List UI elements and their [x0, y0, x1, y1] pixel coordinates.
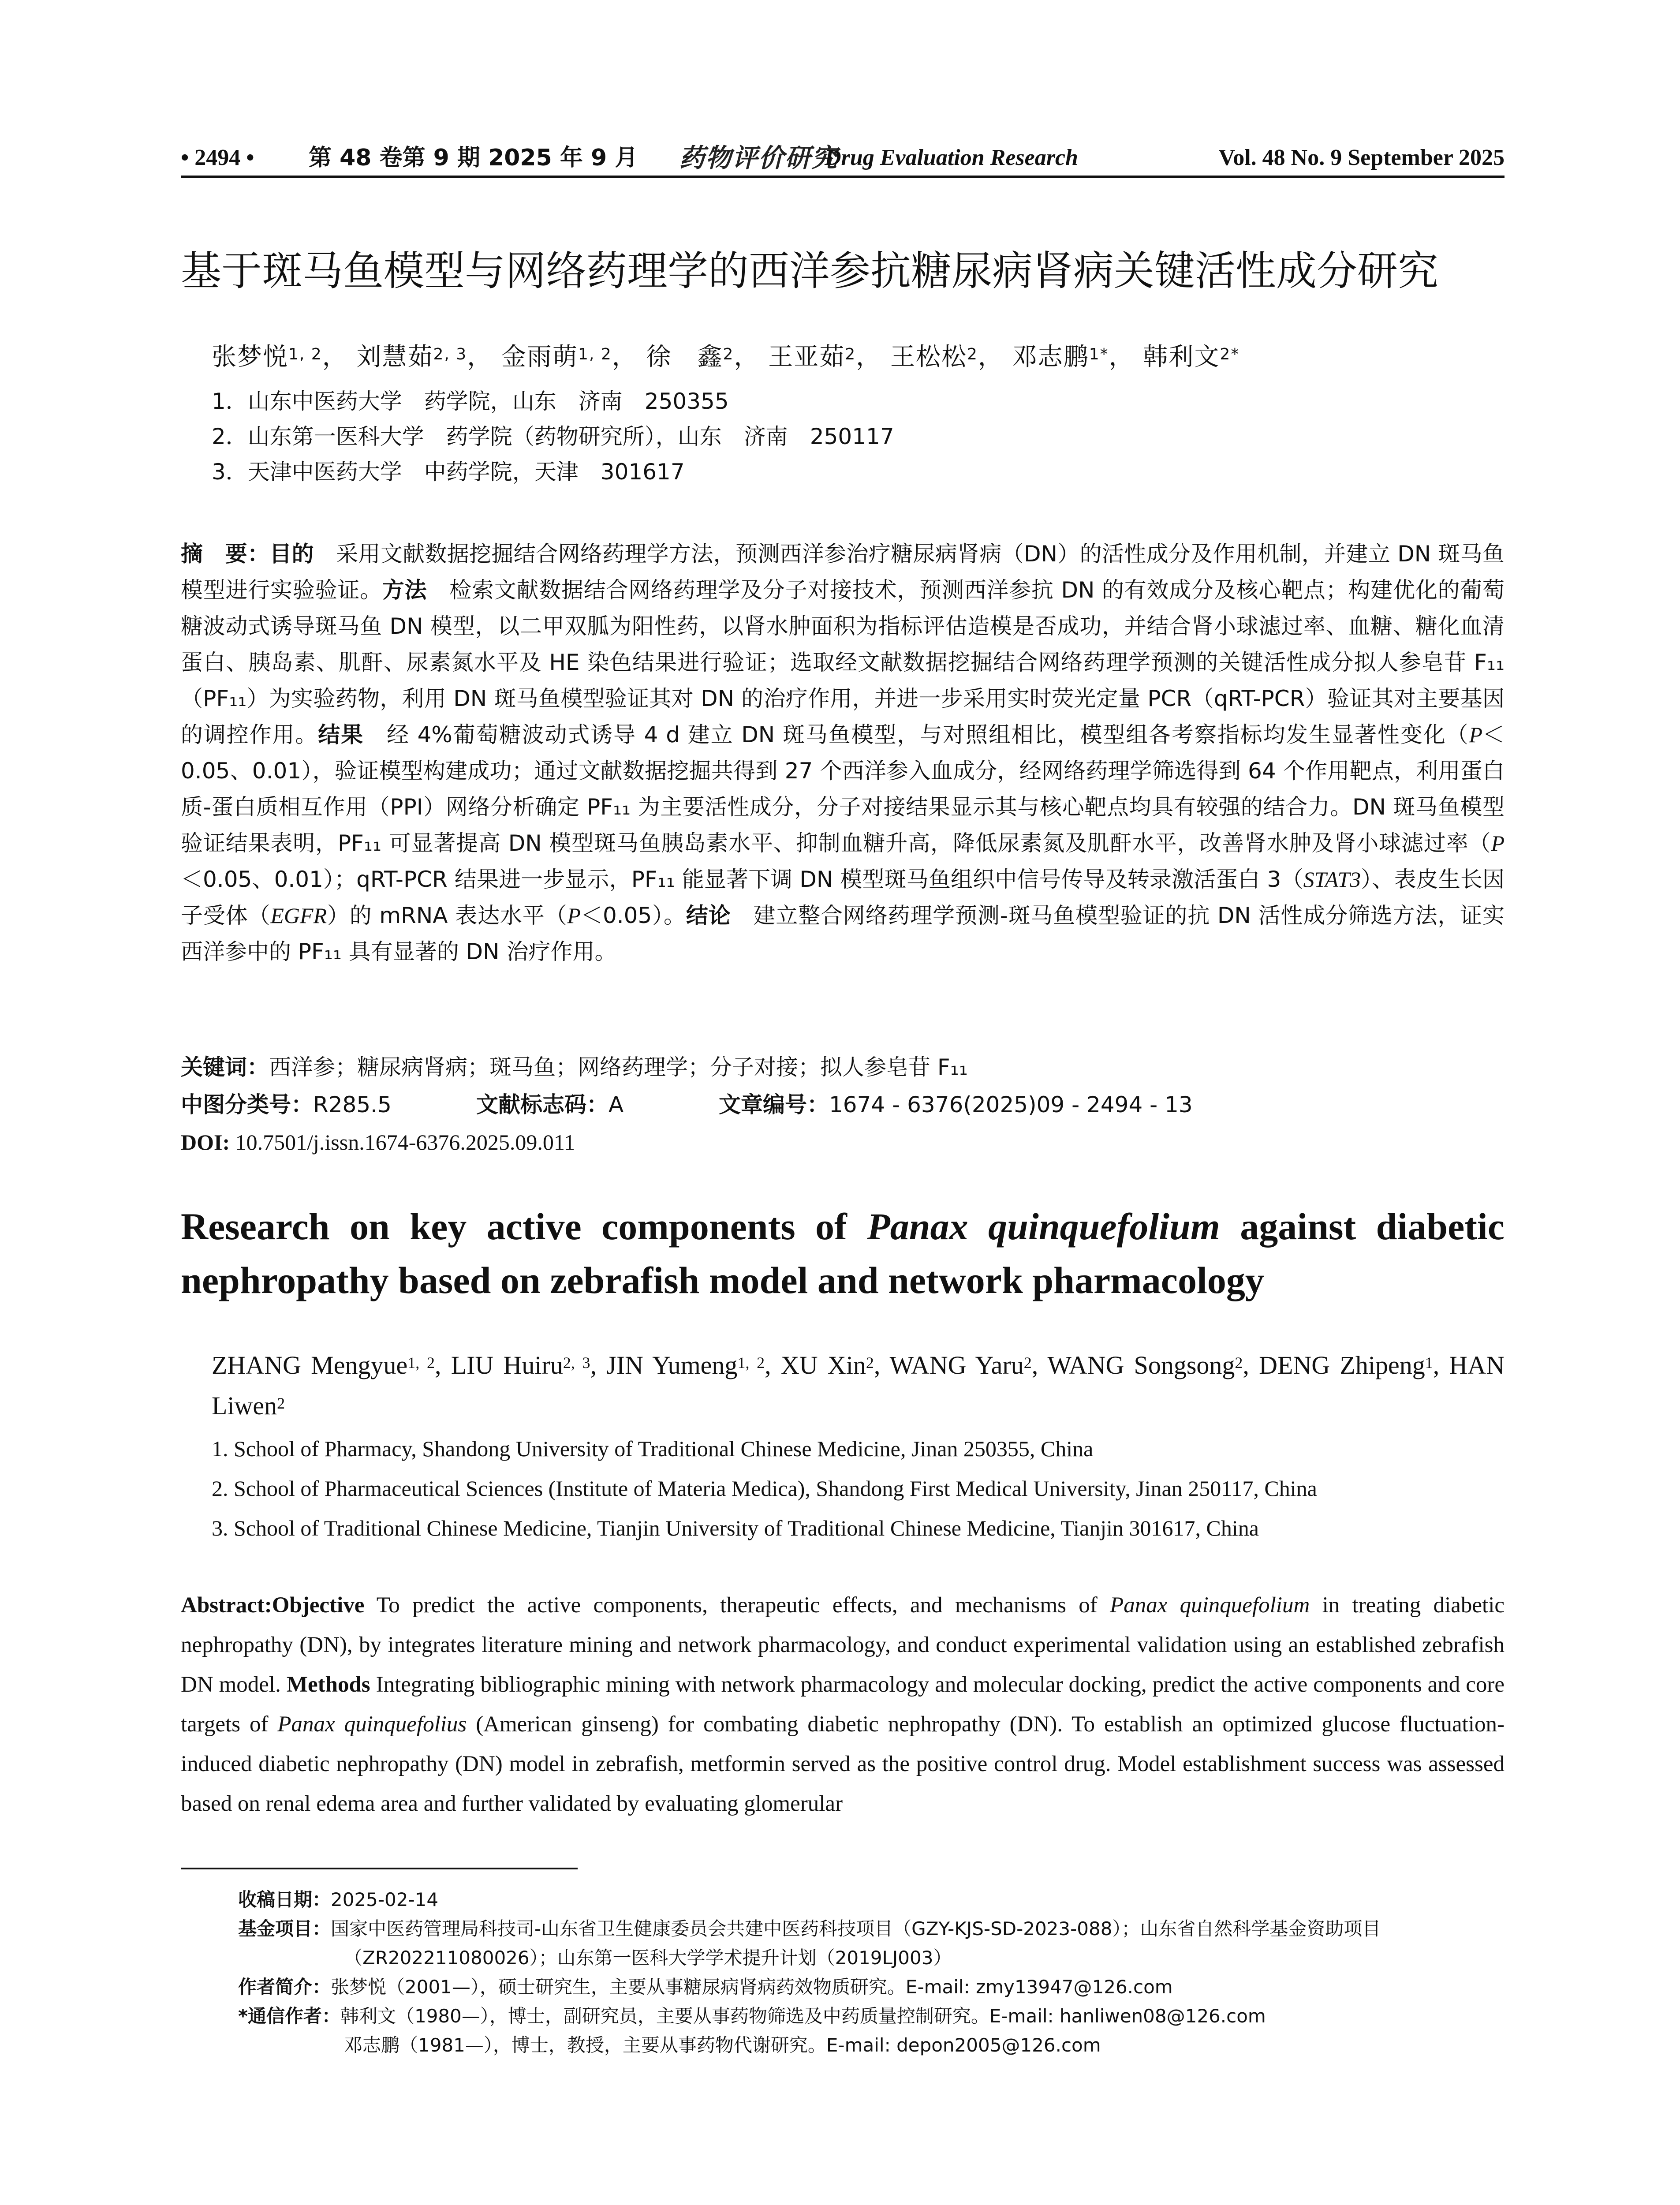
footnote-funding: 基金项目：国家中医药管理局科技司-山东省卫生健康委员会共建中医药科技项目（GZY-KJS-SD-2023-088）；山东省自然科学基金资助项目 [238, 1918, 1381, 1940]
results-text-cn: ＜0.05、0.01），验证模型构建成功；通过文献数据挖掘共得到 27 个西洋参入血成分，经网络药理学筛选得到 64 个作用靶点，利用蛋白质-蛋白质相互作用（PPI）网络分析确定 PF₁₁ 为主要活性成分，分子对接结果显示其与核心靶点均具有较强的结合力。DN 斑马鱼模型验证结果表明，PF₁₁ 可显著提高 DN 模型斑马鱼胰岛素水平、抑制血糖升高，降低尿素氮及肌酐水平，改善肾水肿及肾小球滤过率（ [181, 722, 1505, 856]
p-value-symbol: P [1469, 722, 1482, 747]
page-number: • 2494 • [181, 145, 254, 170]
results-text-cn: ）、表皮生长因子受体（ [181, 867, 1505, 928]
gene-name: STAT3 [1303, 867, 1361, 892]
results-text-cn: ＜0.05、0.01）；qRT-PCR 结果进一步显示，PF₁₁ 能显著下调 DN 模型斑马鱼组织中信号传导及转录激活蛋白 3（ [181, 867, 1303, 892]
footnote-corresponding: *通信作者：韩利文（1980—），博士，副研究员，主要从事药物筛选及中药质量控制研究。E-mail: hanliwen08@126.com [238, 2005, 1266, 2027]
species-name: Panax quinquefolium [1110, 1593, 1310, 1618]
running-header [181, 140, 1505, 178]
author-cn: 金雨萌$^{1, 2}$， [501, 343, 638, 371]
affiliation-cn-3: 3．天津中医药大学 中药学院，天津 301617 [212, 459, 685, 485]
p-value-symbol: P [1491, 831, 1505, 856]
results-text-cn: 经 4%葡萄糖波动式诱导 4 d 建立 DN 斑马鱼模型，与对照组相比，模型组各考察指标均发生显著性变化（ [364, 722, 1469, 747]
classification-line [181, 1087, 1505, 1122]
footnote-divider [181, 1868, 578, 1869]
author-cn: 韩利文$^{2*}$ [1143, 343, 1240, 371]
objective-label-cn: 目的 [269, 541, 314, 567]
abstract-label-cn: 摘 要： [181, 541, 270, 567]
title-en [181, 1200, 1505, 1307]
doccode-label: 文献标志码： [476, 1092, 609, 1117]
methods-text-en: Integrating bibliographic mining with network pharmacology and molecular docking, predict the active components and core targets of [181, 1672, 1505, 1737]
clc-value: R285.5 [313, 1092, 392, 1117]
objective-label-en: Objective [272, 1593, 365, 1618]
methods-text-en: (American ginseng) for combating diabetic nephropathy (DN). To establish an optimized glucose fluctuation-induced diabetic nephropathy (DN) model in zebrafish, metformin served as the positive control drug. Model establishment success was assessed based on renal edema area and further validated by evaluating glomerular [181, 1712, 1505, 1816]
volume-cn: 第 48 卷第 9 期 2025 年 9 月 [309, 145, 638, 171]
journal-name-en: Drug Evaluation Research [825, 145, 1078, 170]
objective-text-en: To predict the active components, therapeutic effects, and mechanisms of [364, 1593, 1110, 1618]
title-en-part: Research on key active components of [181, 1205, 867, 1248]
clc-label: 中图分类号： [181, 1092, 313, 1117]
title-en-part: against diabetic nephropathy based on zebrafish model and network pharmacology [181, 1205, 1505, 1301]
results-text-cn: ）的 mRNA 表达水平（ [327, 903, 567, 928]
methods-label-en: Methods [286, 1672, 370, 1697]
keywords-text: 西洋参；糖尿病肾病；斑马鱼；网络药理学；分子对接；拟人参皂苷 F₁₁ [269, 1054, 968, 1080]
author-en: XU Xin$^2$, [780, 1351, 890, 1379]
keywords-cn [181, 1050, 1505, 1085]
author-cn: 张梦悦$^{1, 2}$， [212, 343, 348, 371]
objective-text-en: in treating diabetic nephropathy (DN), by integrates literature mining and network pharmacology, and conduct experimental validation using an established zebrafish DN model. [181, 1593, 1505, 1697]
footnote-funding-cont: （ZR202211080026）；山东第一医科大学学术提升计划（2019LJ003） [344, 1947, 952, 1969]
author-cn: 刘慧茹$^{2, 3}$， [356, 343, 493, 371]
author-en: HAN Liwen$^2$ [212, 1351, 1505, 1420]
journal-logo-cn: 药物评价研究 [679, 143, 838, 173]
authors-cn [212, 340, 1505, 375]
author-en: WANG Yaru$^2$, [889, 1351, 1048, 1379]
affiliation-cn-2: 2．山东第一医科大学 药学院（药物研究所），山东 济南 250117 [212, 424, 894, 449]
keywords-label: 关键词： [181, 1054, 269, 1080]
title-en-species: Panax quinquefolium [867, 1205, 1220, 1248]
affiliation-en-2: 2. School of Pharmaceutical Sciences (Institute of Materia Medica), Shandong First Medical University, Jinan 250117, China [212, 1476, 1317, 1501]
results-text-cn: ＜0.05）。 [580, 903, 686, 928]
doi-label: DOI: [181, 1130, 230, 1155]
author-en: WANG Songsong$^2$, [1047, 1351, 1259, 1379]
p-value-symbol: P [567, 903, 581, 928]
affiliation-cn-1: 1．山东中医药大学 药学院，山东 济南 250355 [212, 389, 729, 414]
authors-en [212, 1345, 1505, 1426]
author-en: DENG Zhipeng$^1$, [1259, 1351, 1449, 1379]
species-name: Panax quinquefolius [277, 1712, 467, 1737]
conclusion-text-cn: 建立整合网络药理学预测-斑马鱼模型验证的抗 DN 活性成分筛选方法，证实西洋参中的 PF₁₁ 具有显著的 DN 治疗作用。 [181, 903, 1505, 964]
abstract-label-en: Abstract: [181, 1593, 272, 1618]
title-cn: 基于斑马鱼模型与网络药理学的西洋参抗糖尿病肾病关键活性成分研究 [181, 247, 1439, 295]
results-label-cn: 结果 [318, 722, 364, 747]
article-no-label: 文章编号： [719, 1092, 829, 1117]
abstract-en [181, 1585, 1505, 1824]
methods-text-cn: 检索文献数据结合网络药理学及分子对接技术，预测西洋参抗 DN 的有效成分及核心靶点；构建优化的葡萄糖波动式诱导斑马鱼 DN 模型，以二甲双胍为阳性药，以肾水肿面积为指标评估造模是否成功，并结合肾小球滤过率、血糖、糖化血清蛋白、胰岛素、肌酐、尿素氮水平及 HE 染色结果进行验证；选取经文献数据挖掘结合网络药理学预测的关键活性成分拟人参皂苷 F₁₁（PF₁₁）为实验药物，利用 DN 斑马鱼模型验证其对 DN 的治疗作用，并进一步采用实时荧光定量 PCR（qRT-PCR）验证其对主要基因的调控作用。 [181, 577, 1505, 747]
methods-label-cn: 方法 [382, 577, 427, 603]
author-cn: 邓志鹏$^{1*}$， [1012, 343, 1135, 371]
footnote-corresponding-cont: 邓志鹏（1981—），博士，教授，主要从事药物代谢研究。E-mail: depon2005@126.com [344, 2034, 1101, 2056]
volume-en: Vol. 48 No. 9 September 2025 [1218, 145, 1505, 170]
doi-line [181, 1125, 1505, 1160]
abstract-cn [181, 536, 1505, 970]
conclusion-label-cn: 结论 [686, 903, 731, 928]
affiliation-en-3: 3. School of Traditional Chinese Medicine, Tianjin University of Traditional Chinese Medicine, Tianjin 301617, China [212, 1516, 1259, 1540]
author-en: ZHANG Mengyue$^{1, 2}$, [212, 1351, 451, 1379]
affiliation-en-1: 1. School of Pharmacy, Shandong University of Traditional Chinese Medicine, Jinan 250355, China [212, 1436, 1094, 1461]
article-no-value: 1674 - 6376(2025)09 - 2494 - 13 [829, 1092, 1193, 1117]
author-en: JIN Yumeng$^{1, 2}$, [606, 1351, 781, 1379]
footnote-author-bio: 作者简介：张梦悦（2001—），硕士研究生，主要从事糖尿病肾病药效物质研究。E-mail: zmy13947@126.com [238, 1976, 1173, 1998]
author-cn: 王亚茹$^2$， [768, 343, 882, 371]
objective-text-cn: 采用文献数据挖掘结合网络药理学方法，预测西洋参治疗糖尿病肾病（DN）的活性成分及作用机制，并建立 DN 斑马鱼模型进行实验验证。 [181, 541, 1505, 603]
gene-name: EGFR [270, 903, 327, 928]
author-cn: 徐 鑫$^2$， [646, 343, 760, 371]
footnotes [238, 1885, 1505, 2060]
footnote-received: 收稿日期：2025-02-14 [238, 1889, 439, 1910]
doi-value: 10.7501/j.issn.1674-6376.2025.09.011 [230, 1130, 575, 1155]
doccode-value: A [609, 1092, 624, 1117]
author-cn: 王松松$^2$， [890, 343, 1004, 371]
author-en: LIU Huiru$^{2, 3}$, [451, 1351, 607, 1379]
